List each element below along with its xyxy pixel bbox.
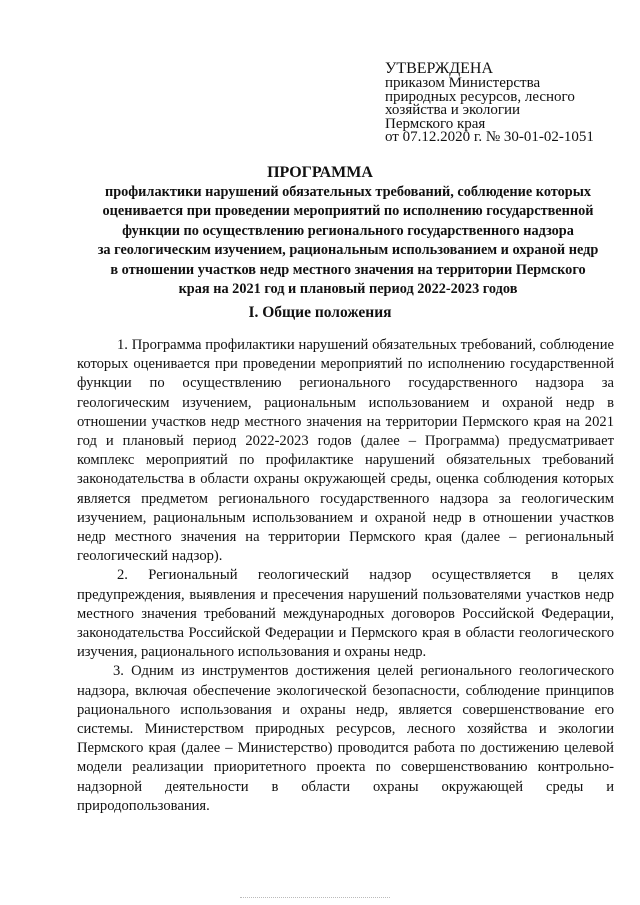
program-subtitle-line: функции по осуществлению регионального государственного надзора — [122, 222, 574, 239]
program-title: ПРОГРАММА — [267, 164, 373, 181]
program-subtitle-line: профилактики нарушений обязательных требований, соблюдение которых — [104, 184, 592, 200]
document-body — [77, 336, 614, 816]
program-subtitle-line: края на 2021 год и плановый период 2022-2023 годов — [178, 281, 518, 298]
page-bottom-divider — [240, 897, 390, 898]
approval-heading: УТВЕРЖДЕНА — [385, 60, 494, 77]
program-subtitle — [78, 183, 618, 299]
approval-line: от 07.12.2020 г. № 30-01-02-1051 — [385, 129, 594, 145]
program-subtitle-line: в отношении участков недр местного значения на территории Пермского — [110, 261, 586, 278]
paragraph-3: 3. Одним из инструментов достижения целей регионального геологического надзора, включая обеспечение экологической безопасности, соблюдение принципов рационального использования и охраны недр, является совершенствование его системы. Министерством природных ресурсов, лесного хозяйства и экологии Пермского края (далее – Министерство) проводится работа по достижению целевой модели реализации приоритетного проекта по совершенствованию контрольно-надзорной деятельности в области охраны окружающей среды и природопользования. — [77, 663, 614, 814]
section-heading: I. Общие положения — [248, 304, 392, 321]
approval-line: приказом Министерства — [385, 75, 541, 91]
program-subtitle-line: оценивается при проведении мероприятий по исполнению государственной — [102, 203, 594, 220]
approval-line: Пермского края — [385, 115, 486, 132]
approval-stamp — [385, 61, 594, 145]
program-subtitle-line: за геологическим изучением, рациональным использованием и охраной недр — [97, 242, 599, 259]
approval-line: хозяйства и экологии — [385, 102, 521, 118]
paragraph-2: 2. Региональный геологический надзор осуществляется в целях предупреждения, выявления и пресечения нарушений пользователями участков недр местного значения требований международных договоров Российской Федерации, законодательства Российской Федерации и Пермского края в области геологического изучения, рационального использования и охраны недр. — [77, 567, 614, 661]
approval-line: природных ресурсов, лесного — [385, 88, 575, 105]
paragraph-1: 1. Программа профилактики нарушений обязательных требований, соблюдение которых оценивается при проведении мероприятий по исполнению государственной функции по осуществлению регионального государственного надзора за геологическим изучением, рациональным использованием и охраной недр в отношении участков недр местного значения на территории Пермского края на 2021 год и плановый период 2022-2023 годов (далее – Программа) предусматривает комплекс мероприятий по профилактике нарушений обязательных требований законодательства в области охраны окружающей среды, оценка соблюдения которых является предметом регионального государственного надзора за геологическим изучением, рациональным использованием и охраной недр в отношении участков недр местного значения на территории Пермского края (далее – региональный геологический надзор). — [77, 337, 614, 565]
